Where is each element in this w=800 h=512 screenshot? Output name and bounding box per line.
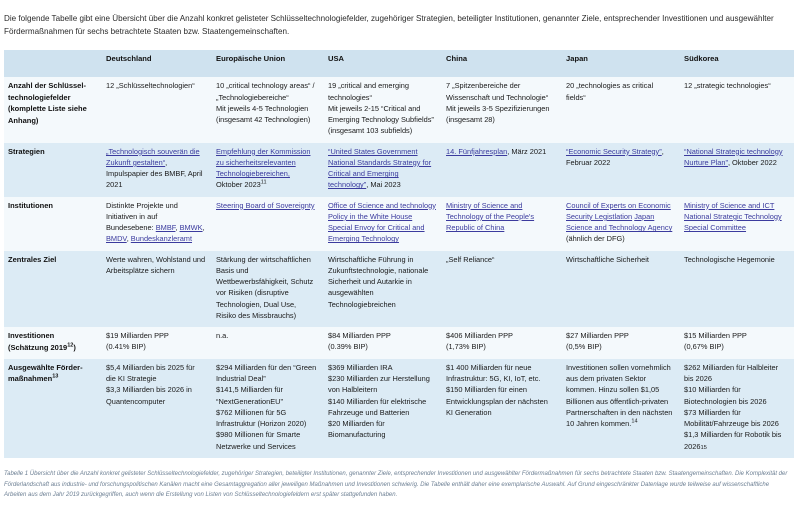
cell-foerder-jp [562,359,680,459]
row-label-line-1: Ausgewählte Förder- [8,362,83,372]
cell-text: $369 Milliarden IRA [328,362,393,372]
institution-link-us-envoy[interactable]: Special Envoy for Critical and Emerging Technology [328,223,425,244]
cell-strategien-kr [680,143,794,197]
row-label-line-3: ) [73,342,76,352]
strategy-rest-kr: , Oktober 2022 [727,157,777,167]
cell-text: Stärkung der wirtschaftlichen Basis und Wettbewerbsfähigkeit, Schutz vor Risiken (disruptive Technologien, Dual Use, Risiko des Missbrauchs) [216,254,314,320]
cell-text: Distinkte Projekte und Initiativen in auf Bundesebene: BMBF, BMWK, BMDV, Bundeskanzleramt [106,200,205,244]
cell-anzahl-us [324,77,442,142]
cell-text: Mit jeweils 2-15 “Critical and Emerging Technology Subfields” (insgesamt 103 subfields) [328,103,434,136]
cell-investitionen-kr [680,327,794,359]
cell-investitionen-eu [212,327,324,359]
cell-text: (0.39% BIP) [328,342,368,352]
strategy-link-eu[interactable]: Empfehlung der Kommission zu sicherheitsrelevanten Technologiebereichen, [216,146,311,179]
cell-text: $262 Milliarden für Halbleiter bis 2026 [684,362,779,384]
row-label-investitionen [4,327,102,359]
row-label-line-2: maßnahmen [8,374,53,384]
cell-ziel-cn [442,251,562,328]
institution-link-cn[interactable]: Ministry of Science and Technology of the People's Republic of China [446,200,535,233]
cell-text [328,222,436,245]
institution-link-us-ostp[interactable]: Office of Science and technology Policy in the White House [328,200,436,221]
cell-text: 12 „Schlüsseltechnologien“ [106,81,195,91]
cell-text: $230 Milliarden zur Herstellung von Halbleitern [328,374,430,395]
cell-institutionen-de [102,197,212,251]
cell-text: $406 Milliarden PPP [446,331,513,341]
cell-text [684,200,788,234]
cell-institutionen-cn [442,197,562,251]
row-label-zentrales-ziel: Zentrales Ziel [4,251,102,328]
header-row [4,50,794,77]
cell-text: Werte wahren, Wohlstand und Arbeitsplätze sichern [106,254,206,275]
cell-text: (0,5% BIP) [566,342,602,352]
row-label-foerdermassnahmen [4,359,102,459]
row-label-strategien: Strategien [4,143,102,197]
foerder-jp-text: Investitionen sollen vornehmlich aus dem privaten Sektor kommen. Hinzu sollen $1,05 Billionen aus öffentlich-privaten Partnerschaften in den nächsten 10 Jahren kommen. [566,362,673,429]
cell-text: (0.41% BIP) [106,342,146,352]
column-header-europaeische-union: Europäische Union [212,50,324,77]
cell-anzahl-de [102,77,212,142]
table-row-institutionen [4,197,794,251]
cell-text: Mit jeweils 4-5 Technologien (insgesamt 42 Technologien) [216,103,311,125]
footnote-marker-11: 11 [260,179,267,186]
strategy-link-kr[interactable]: “National Strategic technology Nurture Plan” [684,146,783,167]
column-header-blank [4,50,102,77]
column-header-deutschland: Deutschland [102,50,212,77]
cell-anzahl-cn [442,77,562,142]
table-page [0,8,800,512]
footnote-marker-13: 13 [52,373,59,380]
row-label-institutionen: Institutionen [4,197,102,251]
table-row-zentrales-ziel [4,251,794,328]
cell-ziel-jp [562,251,680,328]
cell-text: $150 Milliarden für einen Entwicklungsplan der nächsten KI Generation [446,385,548,417]
strategy-rest-de: , Impulspapier des BMBF, April 2021 [106,157,203,190]
cell-text: $294 Milliarden für den “Green Industrial Deal” [216,362,317,384]
cell-text [446,146,556,157]
cell-text: $1 400 Milliarden für neue Infrastruktur: 5G, KI, IoT, etc. [446,362,541,384]
key-technology-table [4,50,794,458]
table-body [4,77,794,458]
cell-text [328,146,436,191]
strategy-link-cn[interactable]: 14. Fünfjahresplan [446,146,508,156]
cell-institutionen-jp [562,197,680,251]
cell-ziel-kr [680,251,794,328]
institution-link-bundeskanzleramt[interactable]: Bundeskanzleramt [130,234,193,244]
cell-institutionen-us [324,197,442,251]
row-label-line-2: (Schätzung 2019 [8,342,68,352]
cell-text: 10 „critical technology areas“ / „Technologiebereiche“ [216,81,315,102]
cell-anzahl-kr [680,77,794,142]
column-header-suedkorea: Südkorea [680,50,794,77]
cell-text: $73 Milliarden für Mobilität/Fahrzeuge bis 2026 [684,407,779,429]
cell-anzahl-eu [212,77,324,142]
table-row-foerdermassnahmen [4,359,794,459]
strategy-rest-us: , Mai 2023 [366,180,401,190]
cell-text: $84 Milliarden PPP [328,331,391,341]
cell-investitionen-de [102,327,212,359]
foerder-kr-last: $1,3 Milliarden für Robotik bis 2026 [684,430,782,451]
institution-link-kr[interactable]: Ministry of Science and ICT National Strategic Technology Special Committee [684,200,782,233]
cell-strategien-us [324,143,442,197]
footnote-marker-14: 14 [631,418,638,425]
cell-text: Wirtschaftliche Führung in Zukunftstechnologie, nationale Sicherheit und Autarkie in ausgewählten Technologiebreichen [328,254,429,309]
institution-note-jp: (ähnlich der DFG) [566,234,625,244]
cell-text [566,200,674,234]
cell-text: Mit jeweils 3-5 Spezifizierungen (insgesamt 28) [446,103,550,125]
cell-investitionen-us [324,327,442,359]
cell-text [566,146,674,169]
table-caption: Tabelle 1 Übersicht über die Anzahl konkret gelisteter Schlüsseltechnologiefelder, zugehöriger Strategien, beteiligter Institutionen, genannter Ziele, entsprechender Investitionen und ausgewählter Fördermaßnahmen für sechs betrachtete Staaten bzw. Staatengemeinschaften. Die Komplexität der Förderlandschaft aus industrie- und forschungspolitischen Kanälen macht eine Gesamtaggregation aller jeweiligen Maßnahmen und Investitionen schwierig. Die Tabelle enthält daher eine exemplarische Auswahl. Auf Grund eingeschränkter Datenlage wurde teilweise auf wissenschaftliche Arbeiten aus dem Jahr 2019 zurückgegriffen, auch wenn die Erstellung von Listen von Schlüsseltechnologiefeldern erst später stattgefunden haben. [4,471,788,499]
column-header-usa: USA [324,50,442,77]
cell-text: 19 „critical and emerging technologies“ [328,81,409,102]
institution-intro-de: Distinkte Projekte und Initiativen in auf Bundesebene: [106,200,178,233]
row-label-line-4: Anhang) [8,115,39,125]
cell-strategien-de [102,143,212,197]
cell-text: Wirtschaftliche Sicherheit [566,254,649,264]
cell-text: 20 „technologies as critical fields“ [566,81,654,102]
cell-text [216,146,318,191]
cell-foerder-cn [442,359,562,459]
cell-text: $980 Millionen für Smarte Netzwerke und Services [216,430,301,451]
cell-text: $15 Milliarden PPP [684,331,747,341]
table-row-strategien [4,143,794,197]
institution-link-bmwk[interactable]: BMWK [179,223,203,233]
cell-text: 12 „strategic technologies“ [684,81,771,91]
strategy-link-us[interactable]: “United States Government National Standards Strategy for Critical and Emerging technology” [328,146,432,190]
strategy-link-de[interactable]: „Technologisch souverän die Zukunft gestalten“ [106,146,200,167]
row-label-line-2: technologiefelder [8,92,71,102]
cell-strategien-eu [212,143,324,197]
table-row-investitionen [4,327,794,359]
cell-text: „Self Reliance“ [446,254,495,264]
cell-text: $19 Milliarden PPP [106,331,169,341]
table-header [4,50,794,77]
strategy-rest-eu: Oktober 2023 [216,180,261,190]
cell-text: n.a. [216,331,229,341]
row-label-line-1: Anzahl der Schlüssel- [8,81,86,91]
cell-foerder-de [102,359,212,459]
cell-text: $20 Milliarden für Biomanufacturing [328,419,386,440]
intro-paragraph: Die folgende Tabelle gibt eine Übersicht über die Anzahl konkret gelisteter Schlüsseltechnologiefelder, zugehöriger Strategien, beteiligter Institutionen, genannter Ziele, entsprechender Investitionen und ausgewählter Fördermaßnahmen für sechs betrachtete Staaten bzw. Staatengemeinschaften. [4,14,774,37]
cell-text [216,200,318,211]
cell-text: (0,67% BIP) [684,342,724,352]
strategy-link-jp[interactable]: “Economic Security Strategy” [566,146,662,156]
cell-text: (1,73% BIP) [446,342,486,352]
cell-foerder-kr [680,359,794,459]
institution-link-jp-jst[interactable]: Japan Science and Technology Agency [566,211,673,233]
cell-text: $5,4 Milliarden bis 2025 für die KI Strategie [106,362,195,384]
footnote-marker-15: 15 [700,444,707,451]
institution-link-eu[interactable]: Steering Board of Sovereignty [216,200,315,210]
row-label-line-3: (komplette Liste siehe [8,104,87,114]
cell-institutionen-kr [680,197,794,251]
cell-foerder-us [324,359,442,459]
institution-link-bmdv[interactable]: BMDV [106,234,127,244]
institution-link-jp-council[interactable]: Council of Experts on Economic Security Legistlation [566,200,671,221]
cell-investitionen-cn [442,327,562,359]
cell-foerder-eu [212,359,324,459]
row-label-line-1: Investitionen [8,331,55,341]
cell-strategien-jp [562,143,680,197]
cell-text [328,200,436,223]
cell-strategien-cn [442,143,562,197]
cell-text [684,429,788,452]
cell-text: $141,5 Milliarden für “NextGenerationEU” [216,385,283,406]
column-header-japan: Japan [562,50,680,77]
cell-text: $3,3 Milliarden bis 2026 in Quantencomputer [106,385,192,406]
cell-institutionen-eu [212,197,324,251]
cell-ziel-de [102,251,212,328]
cell-text [566,362,674,430]
cell-text: $140 Milliarden für elektrische Fahrzeuge und Batterien [328,396,427,417]
cell-text: 7 „Spitzenbereiche der Wissenschaft und Technologie“ [446,81,549,102]
cell-text: Technologische Hegemonie [684,254,775,264]
cell-investitionen-jp [562,327,680,359]
strategy-rest-cn: , März 2021 [507,146,547,156]
cell-ziel-us [324,251,442,328]
cell-text [106,146,206,191]
column-header-china: China [442,50,562,77]
cell-anzahl-jp [562,77,680,142]
cell-text: $10 Milliarden für Biotechnologien bis 2026 [684,385,767,406]
cell-text [684,146,788,169]
institution-link-bmbf[interactable]: BMBF [155,223,176,233]
cell-text: $27 Milliarden PPP [566,331,629,341]
cell-text: $762 Millionen für 5G Infrastruktur (Horizon 2020) [216,407,307,429]
cell-text [446,200,556,234]
table-row-anzahl [4,77,794,142]
row-label-anzahl [4,77,102,142]
strategy-rest-jp: , Februar 2022 [566,146,664,167]
footnote-marker-12: 12 [67,342,74,349]
cell-ziel-eu [212,251,324,328]
